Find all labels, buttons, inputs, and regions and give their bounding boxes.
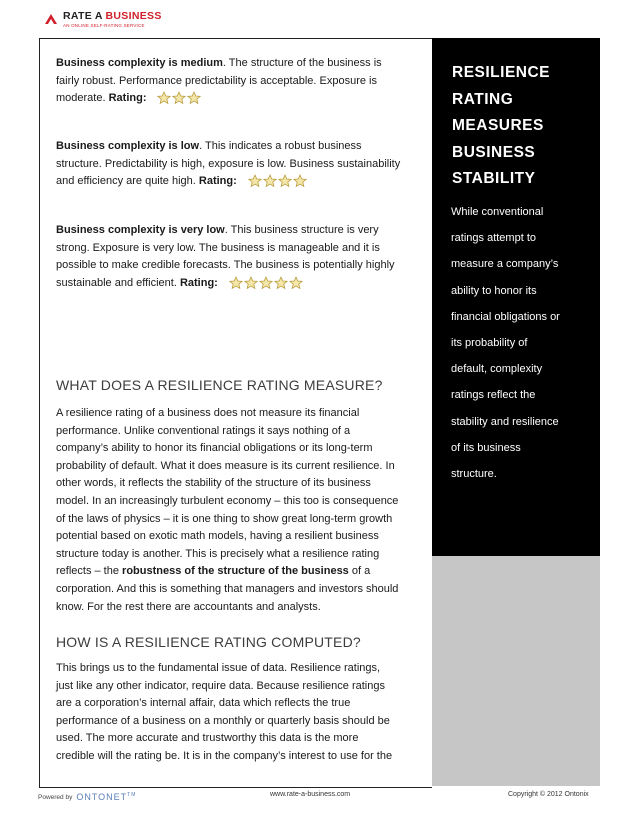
star-icon [274, 276, 288, 290]
star-icon [187, 91, 201, 105]
rating-label: Rating: [179, 276, 218, 289]
logo [44, 11, 162, 29]
emphasis-text: robustness of the structure of the business [122, 565, 349, 578]
footer-brand: ONTONET™ [76, 792, 137, 802]
footer-powered-by: Powered by ONTONET™ [38, 792, 137, 802]
sidebar-text: While conventional ratings attempt to measure a company’s ability to honor its financial obligations or its probability of default, complexity ratings reflect the stability and resilience of its business structure. [451, 206, 560, 481]
star-icon [293, 174, 307, 188]
star-icon [289, 276, 303, 290]
rating-label: Rating: [108, 92, 147, 105]
logo-tagline: AN ONLINE SELF-RATING SERVICE [63, 23, 145, 28]
rating-low-block: Business complexity is low. This indicates a robust business structure. Predictability is high, exposure is low. Business sustainability and efficiency are quite high. Rating: [56, 140, 401, 188]
star-icon [244, 276, 258, 290]
section-heading-measure: WHAT DOES A RESILIENCE RATING MEASURE? [56, 377, 383, 393]
star-icon [229, 276, 243, 290]
logo-title: RATE A BUSINESS [63, 10, 162, 22]
rating-very-low-block: Business complexity is very low. This business structure is very strong. Exposure is very low. The business is manageable and it is possible to make credible forecasts. The business is potentially highly sustainable and efficient. Rating: [56, 224, 395, 289]
section-measure-body: A resilience rating of a business does not measure its financial performance. Unlike conventional ratings it says nothing of a company’s ability to honor its financial obligations or its long-term probability of default. What it does measure is its current resilience. In other words, it reflects the stability of the structure of its business model. In an increasingly turbulent economy – this too is consequence of the laws of physics – it is one thing to show great long-term growth potential based on exotic math models, having a resilient business structure today is another. This is precisely what a resilience rating reflects – the robustness of the structure of the business of a corporation. And this is something that managers and investors should know. For the rest there are accountants and analysts. [56, 407, 399, 613]
rating-medium-block: Business complexity is medium. The structure of the business is fairly robust. Performance predictability is acceptable. Exposure is moderate. Rating: [56, 57, 382, 105]
logo-icon [44, 12, 58, 26]
rating-label: Rating: [198, 175, 237, 188]
footer-copyright: Copyright © 2012 Ontonix [508, 791, 589, 798]
star-icon [259, 276, 273, 290]
star-icon [278, 174, 292, 188]
sidebar-gray-block [432, 556, 600, 786]
star-icon [157, 91, 171, 105]
sidebar-title: RESILIENCE RATING MEASURES BUSINESS STABILITY [452, 64, 551, 187]
star-icon [263, 174, 277, 188]
section-computed-body: This brings us to the fundamental issue of data. Resilience ratings, just like any other indicator, require data. Because resilience ratings are a corporation’s internal affair, data which reflects the true performance of a business on a monthly or quarterly basis should be used. The more accurate and trustworthy this data is the more credible will the rating be. It is in the company’s interest to use for the [56, 662, 393, 762]
star-rating [229, 276, 303, 290]
star-rating [248, 174, 307, 188]
star-icon [248, 174, 262, 188]
star-rating [157, 91, 201, 105]
footer-url[interactable]: www.rate-a-business.com [270, 791, 351, 798]
section-heading-computed: HOW IS A RESILIENCE RATING COMPUTED? [56, 634, 361, 650]
star-icon [172, 91, 186, 105]
